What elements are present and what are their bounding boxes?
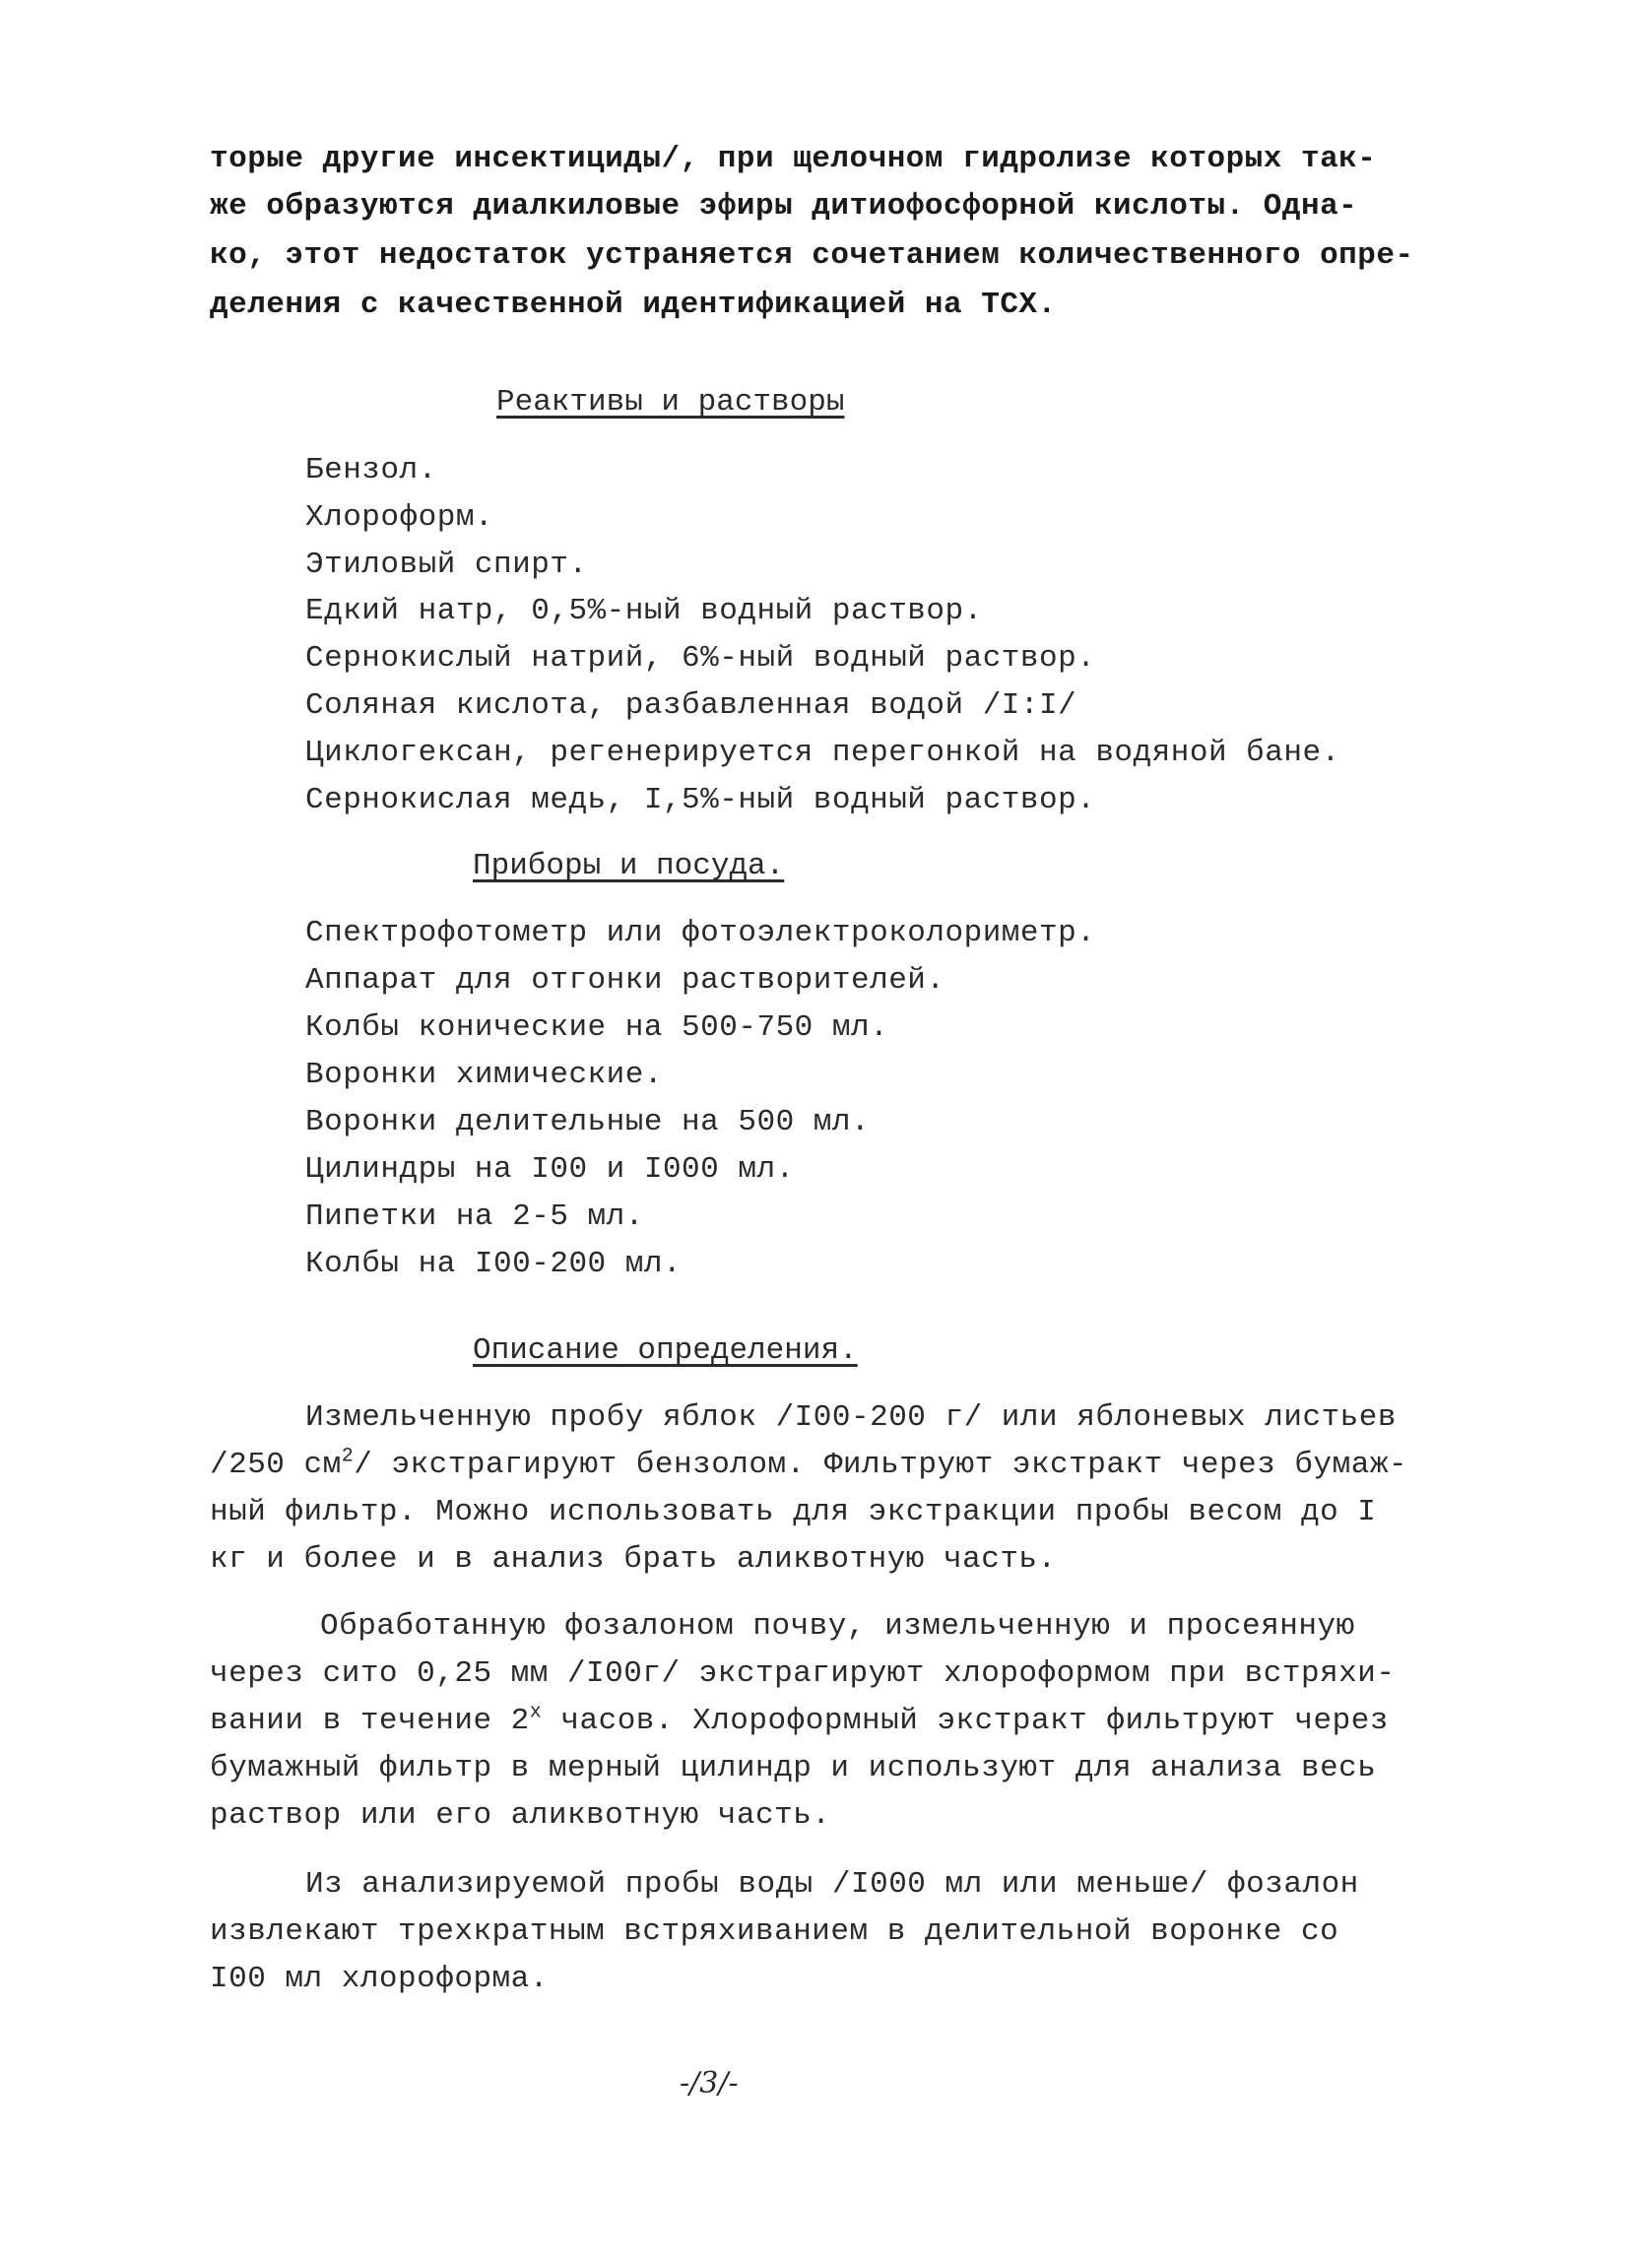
equipment-item: Цилиндры на I00 и I000 мл.: [305, 1152, 795, 1187]
reagent-item: Сернокислый натрий, 6%-ный водный раствор.: [305, 641, 1096, 676]
description-p2-line-2: через сито 0,25 мм /I00г/ экстрагируют хлороформом при встряхи-: [210, 1656, 1396, 1691]
equipment-item: Колбы на I00-200 мл.: [305, 1247, 683, 1281]
description-p1-line-3: ный фильтр. Можно использовать для экстракции пробы весом до I: [210, 1495, 1377, 1529]
reagent-item: Сернокислая медь, I,5%-ный водный раствор.: [305, 783, 1096, 817]
description-p2-line-4: бумажный фильтр в мерный цилиндр и используют для анализа весь: [210, 1751, 1377, 1785]
reagent-item: Циклогексан, регенерируется перегонкой на водяной бане.: [305, 736, 1340, 770]
intro-line-3: ко, этот недостаток устраняется сочетанием количественного опре-: [210, 238, 1414, 273]
reagent-item: Этиловый спирт.: [305, 548, 588, 582]
equipment-item: Спектрофотометр или фотоэлектроколориметр.: [305, 916, 1096, 950]
equipment-item: Воронки химические.: [305, 1058, 663, 1092]
equipment-item: Аппарат для отгонки растворителей.: [305, 963, 945, 998]
equipment-heading: Приборы и посуда.: [473, 849, 785, 883]
description-p1-line-1: Измельченную пробу яблок /I00-200 г/ или яблоневых листьев: [305, 1400, 1397, 1435]
description-p1-line-2: /250 $см^2/$ экстрагируют бензолом. Фильтруют экстракт через бумаж-: [210, 1445, 1408, 1482]
intro-line-1: торые другие инсектициды/, при щелочном гидролизе которых так-: [210, 142, 1377, 176]
description-p2-line-1: Обработанную фозалоном почву, измельченную и просеянную: [320, 1609, 1355, 1644]
description-heading: Описание определения.: [473, 1333, 858, 1368]
equipment-item: Пипетки на 2-5 мл.: [305, 1199, 644, 1234]
page-number: -/3/-: [680, 2066, 739, 2101]
reagent-item: Хлороформ.: [305, 500, 494, 535]
description-p2-line-5: раствор или его аликвотную часть.: [210, 1798, 831, 1833]
description-p2-line-3: вании в течение $2^х$ часов. Хлороформный экстракт фильтруют через: [210, 1701, 1389, 1738]
reagent-item: Едкий натр, 0,5%-ный водный раствор.: [305, 594, 983, 628]
description-p1-line-4: кг и более и в анализ брать аликвотную часть.: [210, 1542, 1057, 1577]
intro-line-4: деления с качественной идентификацией на ТСХ.: [210, 288, 1057, 322]
reagent-item: Соляная кислота, разбавленная водой /I:I/: [305, 688, 1077, 723]
equipment-item: Колбы конические на 500-750 мл.: [305, 1010, 889, 1045]
reagents-heading: Реактивы и растворы: [496, 385, 845, 420]
equipment-item: Воронки делительные на 500 мл.: [305, 1105, 871, 1139]
description-p3-line-2: извлекают трехкратным встряхиванием в делительной воронке со: [210, 1914, 1339, 1949]
description-p3-line-3: I00 мл хлороформа.: [210, 1962, 549, 1996]
intro-line-2: же образуются диалкиловые эфиры дитиофосфорной кислоты. Одна-: [210, 189, 1358, 224]
reagent-item: Бензол.: [305, 453, 437, 487]
description-p3-line-1: Из анализируемой пробы воды /I000 мл или меньше/ фозалон: [305, 1867, 1359, 1902]
